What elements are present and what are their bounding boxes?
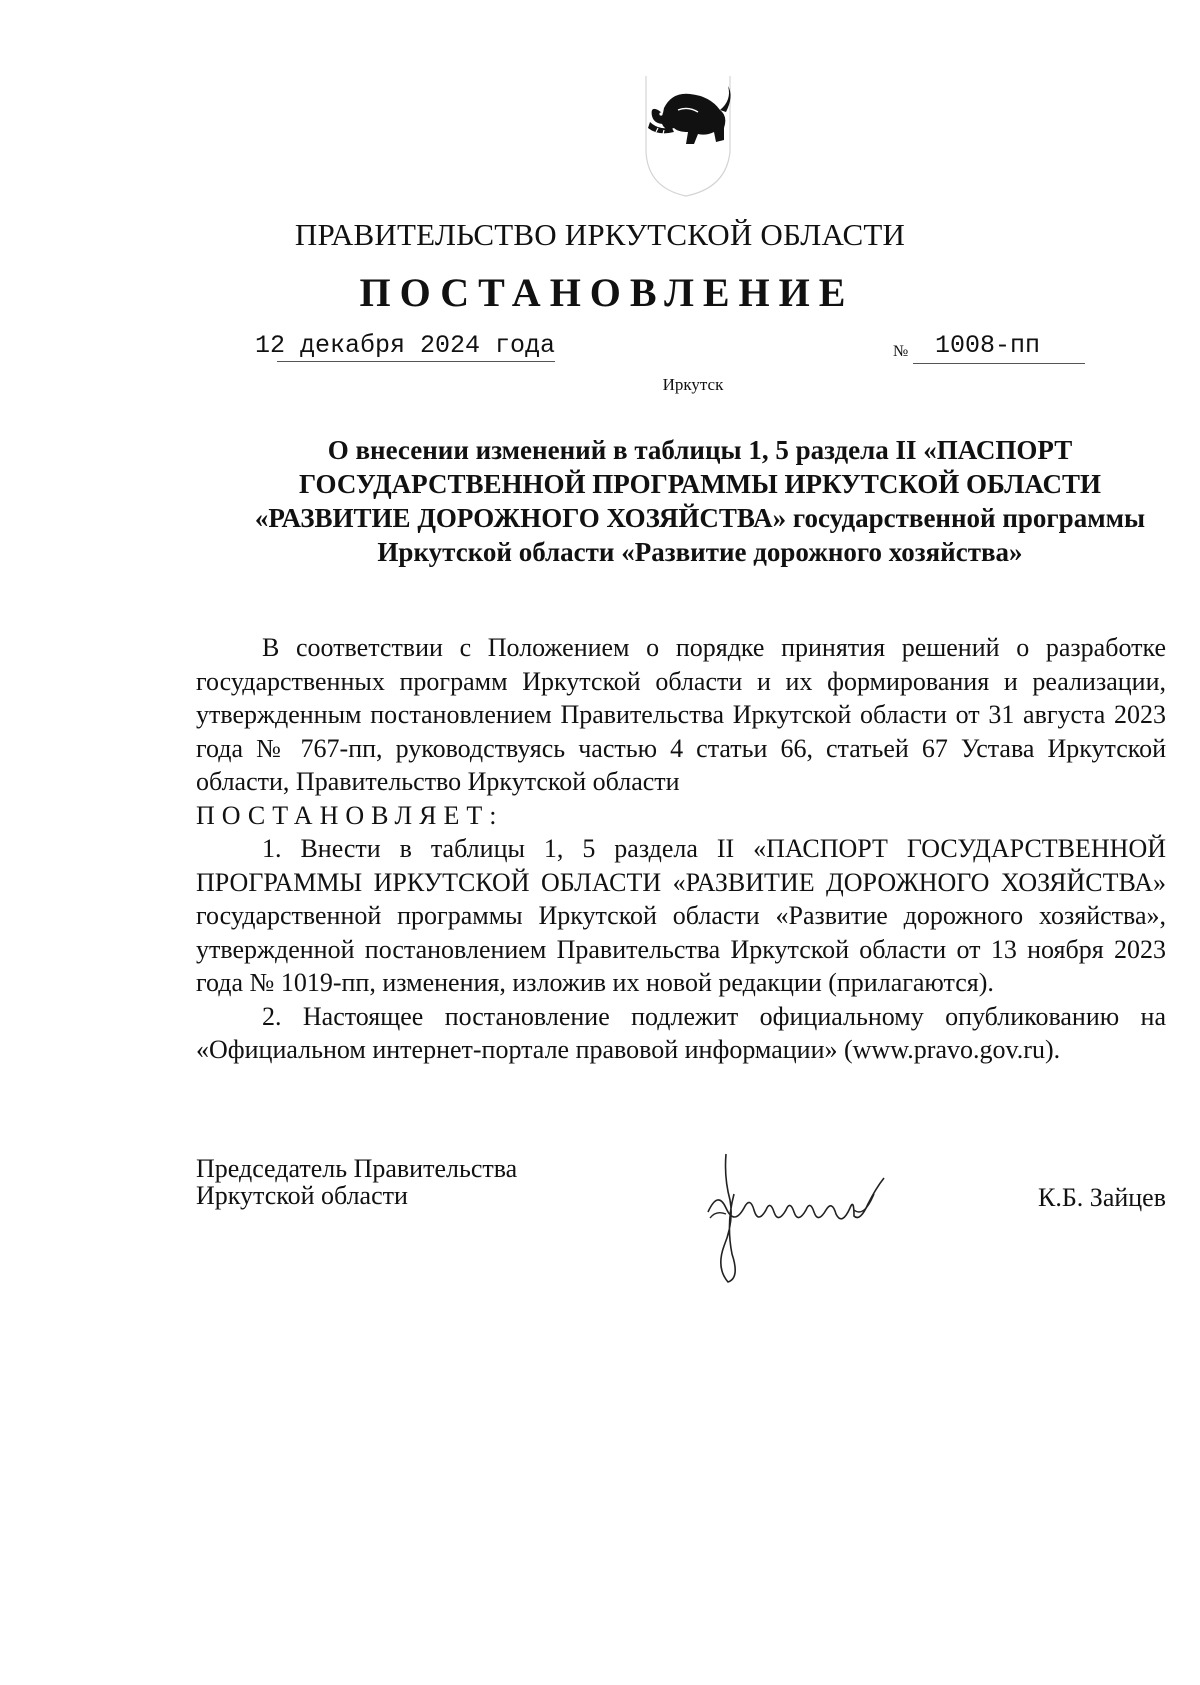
signer-name: К.Б. Зайцев (1038, 1183, 1166, 1212)
position-line: Председатель Правительства (196, 1154, 518, 1183)
document-body (196, 631, 1166, 1067)
document-subject (200, 433, 1200, 569)
signer-position (196, 1155, 517, 1209)
document-date (255, 330, 555, 362)
city-label: Иркутск (662, 375, 724, 394)
subject-line: ГОСУДАРСТВЕННОЙ ПРОГРАММЫ ИРКУТСКОЙ ОБЛАСТИ (299, 469, 1101, 499)
preamble-paragraph: В соответствии с Положением о порядке принятия решений о разработке государственных программ Иркутской области и их формирования и реализации, утвержденным постановлением Правительства Иркутской области от 31 августа 2023 года № 767-пп, руководствуясь частью 4 статьи 66, статьей 67 Устава Иркутской области, Правительство Иркутской области (196, 633, 1166, 796)
irkutsk-coat-of-arms-icon (628, 70, 748, 202)
subject-line: О внесении изменений в таблицы 1, 5 раздела II «ПАСПОРТ (327, 435, 1073, 465)
government-title: ПРАВИТЕЛЬСТВО ИРКУТСКОЙ ОБЛАСТИ (294, 217, 906, 252)
number-underline (913, 363, 1085, 364)
document-type-title: ПОСТАНОВЛЕНИЕ (359, 270, 855, 315)
decree-word: ПОСТАНОВЛЯЕТ: (196, 800, 504, 830)
date-value: 12 декабря 2024 года (255, 331, 556, 360)
handwritten-signature (704, 1138, 926, 1288)
number-value: 1008-пп (935, 331, 1041, 360)
date-underline (277, 361, 555, 362)
position-line: Иркутской области (196, 1181, 408, 1210)
item-1-paragraph: 1. Внести в таблицы 1, 5 раздела II «ПАСПОРТ ГОСУДАРСТВЕННОЙ ПРОГРАММЫ ИРКУТСКОЙ ОБЛАСТИ «РАЗВИТИЕ ДОРОЖНОГО ХОЗЯЙСТВА» государственной программы Иркутской области «Развитие дорожного хозяйства», утвержденной постановлением Правительства Иркутской области от 13 ноября 2023 года № 1019-пп, изменения, изложив их новой редакции (прилагаются). (196, 834, 1166, 997)
subject-line: Иркутской области «Развитие дорожного хозяйства» (377, 537, 1023, 567)
document-number (893, 330, 1085, 366)
item-2-paragraph: 2. Настоящее постановление подлежит официальному опубликованию на «Официальном интернет-портале правовой информации» (www.pravo.gov.ru). (196, 1001, 1166, 1064)
number-sign: № (893, 343, 909, 360)
subject-line: «РАЗВИТИЕ ДОРОЖНОГО ХОЗЯЙСТВА» государственной программы (254, 503, 1146, 533)
